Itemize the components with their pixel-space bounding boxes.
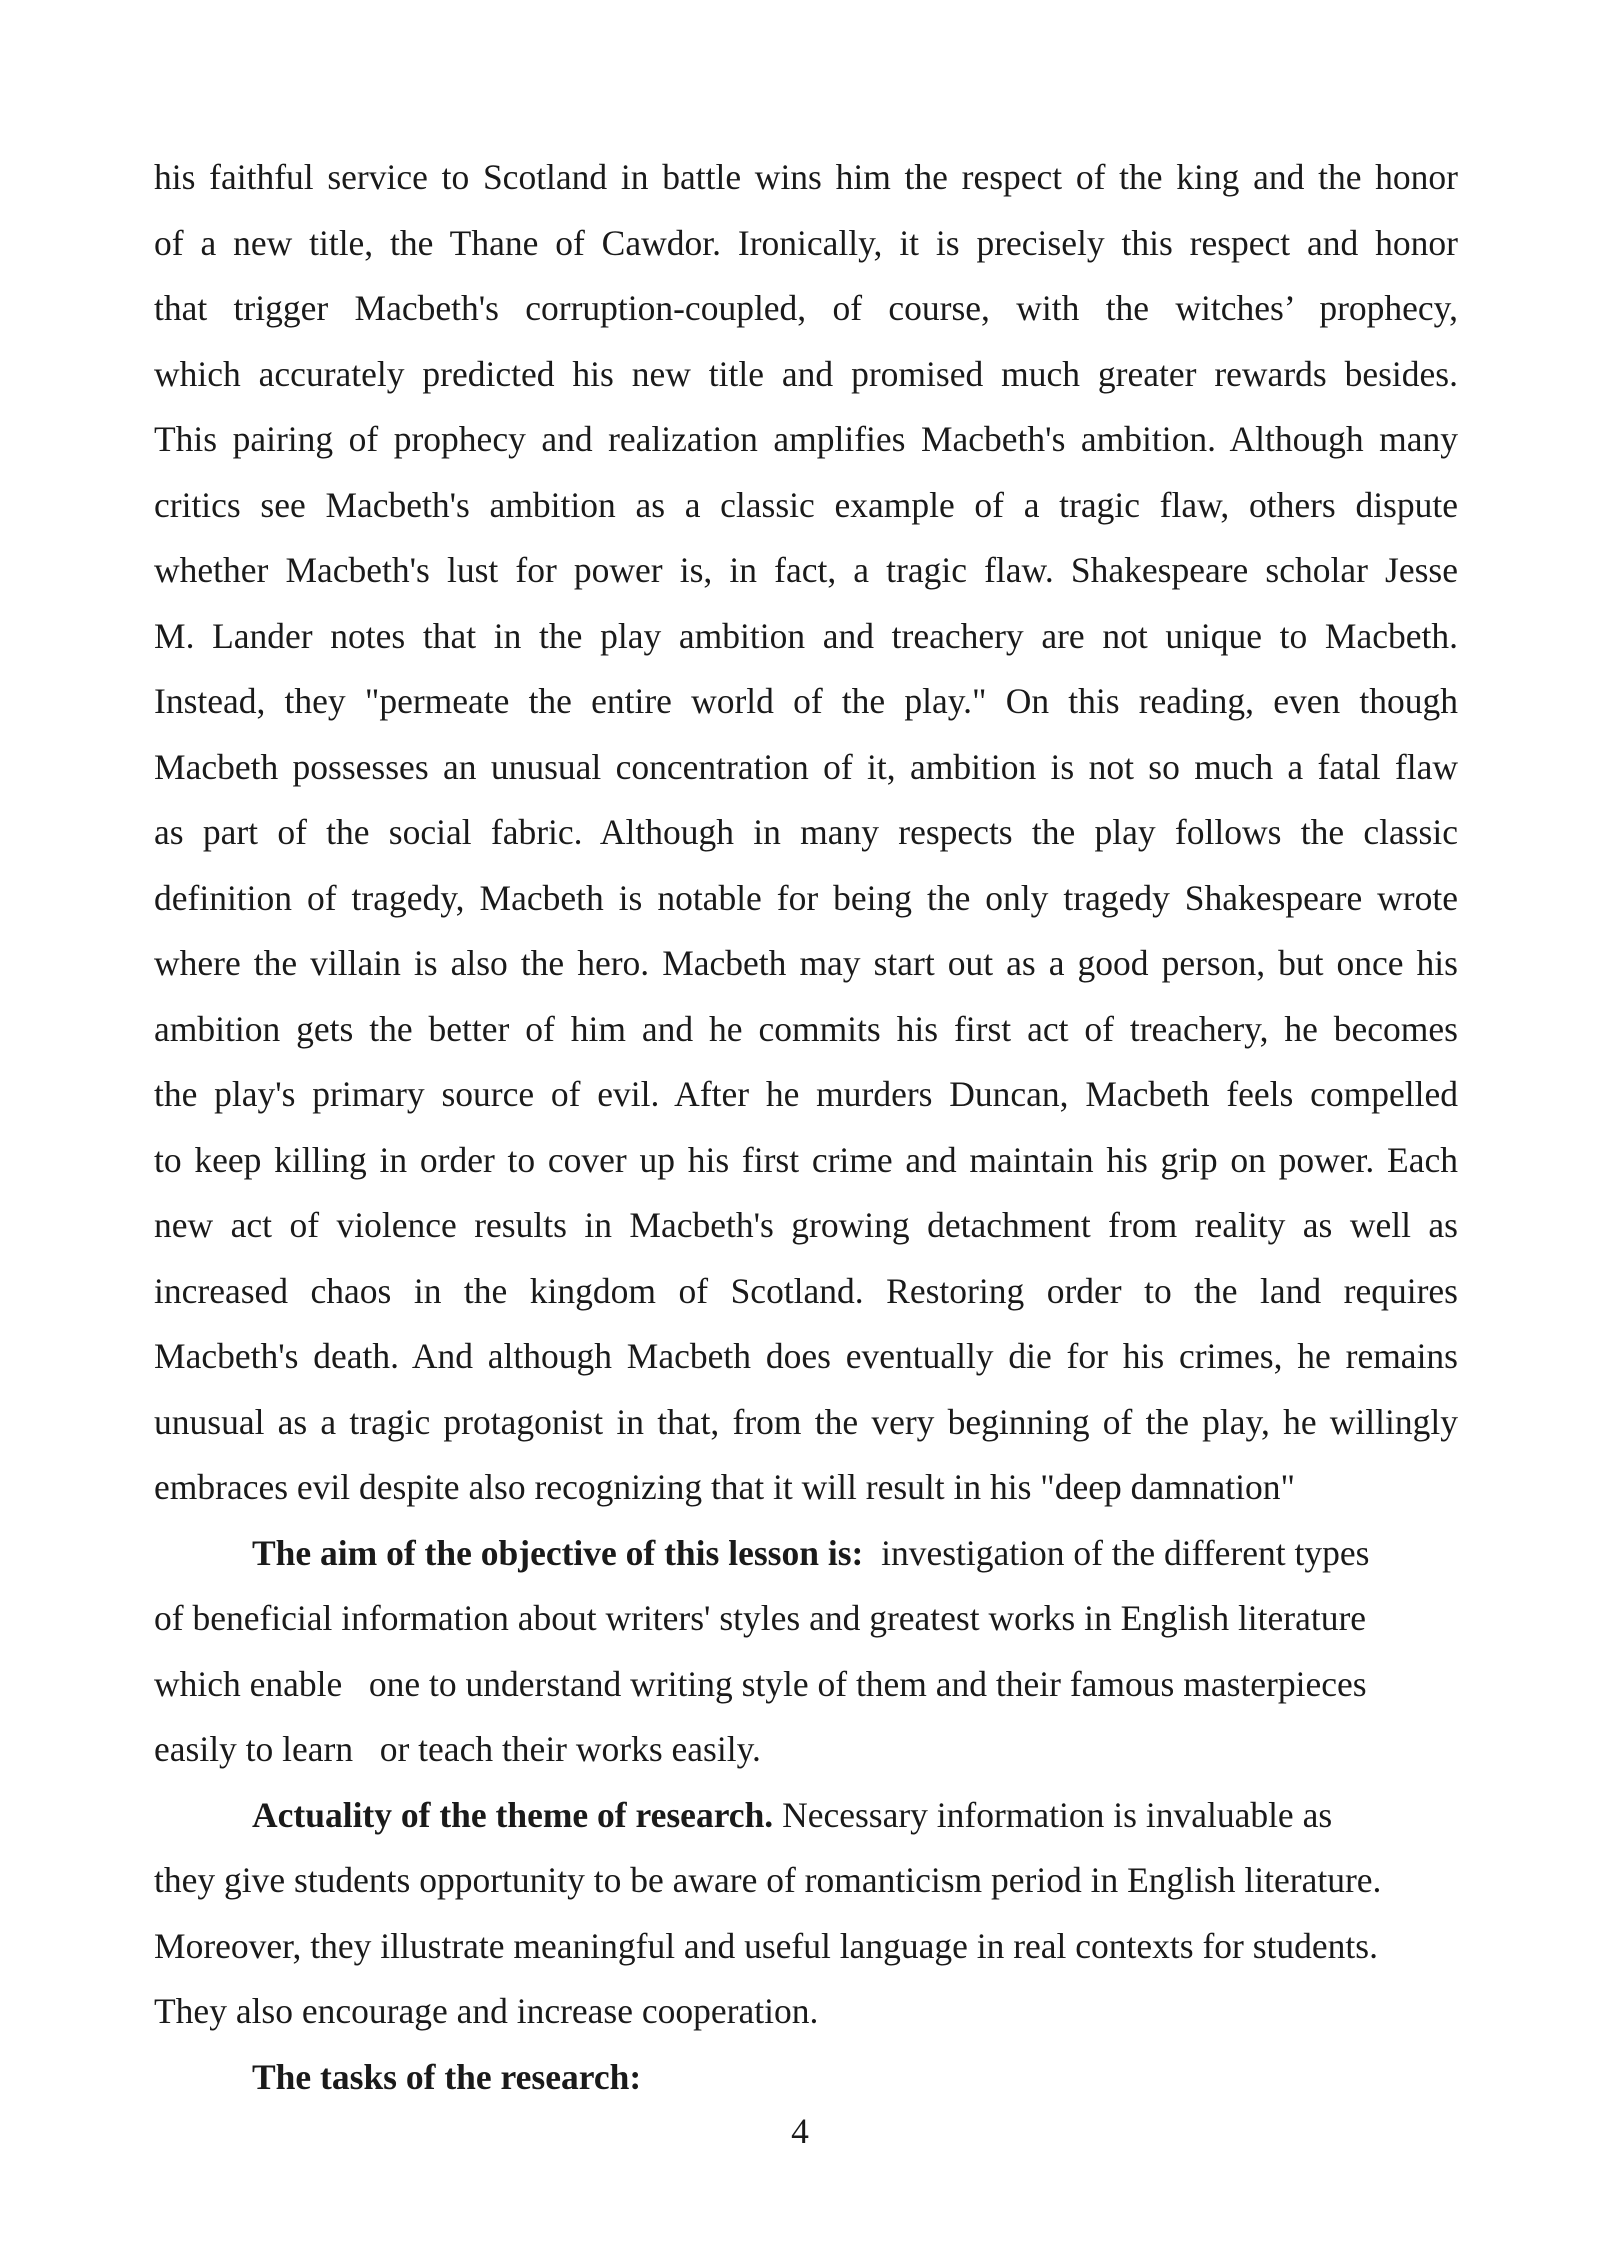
paragraph-line: critics see Macbeth's ambition as a classic example of a tragic flaw, others dispute — [154, 484, 1458, 525]
actuality-heading: Actuality of the theme of research. — [252, 1794, 774, 1835]
paragraph-line: This pairing of prophecy and realization amplifies Macbeth's ambition. Although many — [154, 419, 1458, 459]
paragraph-line: which accurately predicted his new title and promised much greater rewards besides. — [154, 353, 1458, 394]
paragraph-line: embraces evil despite also recognizing that it will result in his "deep damnation" — [154, 1467, 1296, 1507]
paragraph-line: ambition gets the better of him and he commits his first act of treachery, he becomes — [154, 1008, 1458, 1049]
actuality-paragraph — [154, 1783, 1458, 2045]
paragraph-line: increased chaos in the kingdom of Scotland. Restoring order to the land requires — [154, 1270, 1458, 1311]
paragraph-line: Macbeth possesses an unusual concentration of it, ambition is not so much a fatal flaw — [154, 746, 1458, 787]
paragraph-line: M. Lander notes that in the play ambition and treachery are not unique to Macbeth. — [154, 615, 1458, 656]
paragraph-line: whether Macbeth's lust for power is, in fact, a tragic flaw. Shakespeare scholar Jesse — [154, 550, 1458, 590]
paragraph-line: They also encourage and increase cooperation. — [154, 1991, 819, 2031]
paragraph-line: of beneficial information about writers' styles and greatest works in English literature — [154, 1598, 1367, 1638]
aim-paragraph — [154, 1521, 1458, 1783]
paragraph-line: his faithful service to Scotland in battle wins him the respect of the king and the honor — [154, 157, 1458, 197]
paragraph-line: where the villain is also the hero. Macbeth may start out as a good person, but once his — [154, 943, 1458, 983]
paragraph-line: the play's primary source of evil. After he murders Duncan, Macbeth feels compelled — [154, 1074, 1458, 1114]
paragraph-line: easily to learn or teach their works easily. — [154, 1729, 761, 1769]
page-number: 4 — [791, 2111, 809, 2151]
actuality-first-line — [154, 1783, 1458, 1849]
paragraph-line: Moreover, they illustrate meaningful and useful language in real contexts for students. — [154, 1925, 1378, 1966]
paragraph-line: to keep killing in order to cover up his first crime and maintain his grip on power. Each — [154, 1139, 1458, 1180]
tasks-heading: The tasks of the research: — [252, 2056, 642, 2097]
paragraph-line: definition of tragedy, Macbeth is notable for being the only tragedy Shakespeare wrote — [154, 877, 1458, 918]
paragraph-line: Instead, they "permeate the entire world of the play." On this reading, even though — [154, 681, 1458, 721]
paragraph-line: they give students opportunity to be aware of romanticism period in English literature. — [154, 1860, 1382, 1900]
aim-first-line — [154, 1521, 1458, 1587]
paragraph-line: that trigger Macbeth's corruption-coupled, of course, with the witches’ prophecy, — [154, 288, 1458, 328]
paragraph-line: of a new title, the Thane of Cawdor. Ironically, it is precisely this respect and honor — [154, 222, 1458, 263]
tasks-paragraph — [154, 2045, 1458, 2111]
paragraph-line: as part of the social fabric. Although in many respects the play follows the classic — [154, 812, 1458, 852]
paragraph-line: which enable one to understand writing style of them and their famous masterpieces — [154, 1663, 1367, 1704]
body-text — [154, 145, 1458, 2110]
aim-first-line-text: investigation of the different types — [863, 1532, 1370, 1573]
actuality-first-line-text: Necessary information is invaluable as — [773, 1794, 1333, 1835]
macbeth-paragraph — [154, 145, 1458, 1521]
aim-heading: The aim of the objective of this lesson is: — [252, 1532, 864, 1573]
paragraph-line: unusual as a tragic protagonist in that, from the very beginning of the play, he willingly — [154, 1401, 1458, 1442]
paragraph-line: new act of violence results in Macbeth's growing detachment from reality as well as — [154, 1205, 1458, 1245]
paragraph-line: Macbeth's death. And although Macbeth does eventually die for his crimes, he remains — [154, 1336, 1458, 1376]
